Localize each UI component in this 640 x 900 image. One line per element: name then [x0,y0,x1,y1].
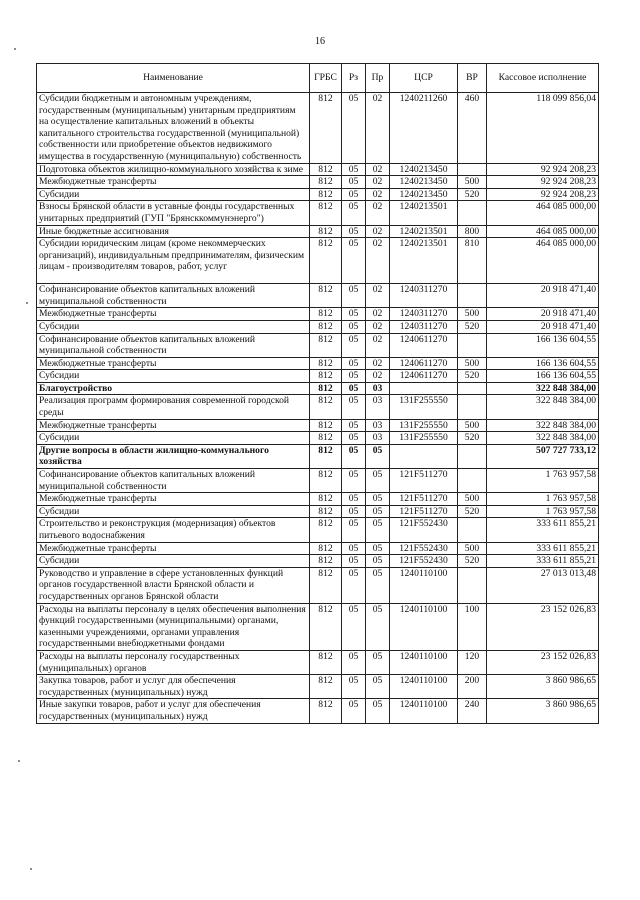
header-csr: ЦСР [390,64,458,93]
cell-name: Софинансирование объектов капитальных вложений муниципальной собственности [37,333,310,357]
table-row [37,469,599,493]
cell-csr: 1240211260 [390,93,458,164]
table-header-row [37,64,599,93]
table-row [37,603,599,650]
cell-csr: 1240611270 [390,357,458,370]
cell-amount: 27 013 013,48 [487,567,599,603]
cell-grbs: 812 [310,370,342,383]
cell-pr: 05 [366,555,390,568]
table-row [37,493,599,506]
table-row [37,284,599,308]
cell-pr: 05 [366,567,390,603]
table-row [37,176,599,189]
cell-vr [458,201,487,225]
cell-csr: 121F511270 [390,493,458,506]
cell-vr: 200 [458,675,487,699]
cell-vr: 240 [458,699,487,723]
cell-csr: 131F255550 [390,432,458,445]
cell-vr [458,518,487,542]
table-row [37,308,599,321]
header-amount: Кассовое исполнение [487,64,599,93]
cell-vr: 810 [458,238,487,284]
cell-name: Руководство и управление в сфере установленных функций органов государственной власти Брянской области и государственных органов Брянской области [37,567,310,603]
cell-vr: 500 [458,176,487,189]
cell-rz: 05 [342,699,366,723]
cell-name: Межбюджетные трансферты [37,308,310,321]
cell-grbs: 812 [310,201,342,225]
cell-pr: 05 [366,650,390,674]
cell-grbs: 812 [310,382,342,395]
cell-name: Субсидии [37,320,310,333]
cell-csr: 1240611270 [390,333,458,357]
cell-name: Субсидии [37,188,310,201]
cell-grbs: 812 [310,238,342,284]
cell-vr [458,333,487,357]
cell-rz: 05 [342,370,366,383]
cell-grbs: 812 [310,555,342,568]
cell-pr: 02 [366,284,390,308]
cell-grbs: 812 [310,567,342,603]
cell-rz: 05 [342,357,366,370]
cell-csr: 1240311270 [390,284,458,308]
cell-amount: 3 860 986,65 [487,675,599,699]
cell-grbs: 812 [310,284,342,308]
cell-pr: 05 [366,518,390,542]
cell-csr: 121F511270 [390,469,458,493]
table-row [37,567,599,603]
cell-csr: 1240110100 [390,603,458,650]
cell-pr: 05 [366,699,390,723]
cell-grbs: 812 [310,357,342,370]
cell-amount: 20 918 471,40 [487,284,599,308]
cell-name: Взносы Брянской области в уставные фонды государственных унитарных предприятий (ГУП "Брянсккоммунэнерго") [37,201,310,225]
cell-name: Иные закупки товаров, работ и услуг для обеспечения государственных (муниципальных) нужд [37,699,310,723]
cell-amount: 166 136 604,55 [487,370,599,383]
scan-speck [30,868,32,870]
cell-rz: 05 [342,93,366,164]
cell-name: Субсидии [37,432,310,445]
cell-vr: 500 [458,308,487,321]
cell-pr: 02 [366,176,390,189]
cell-rz: 05 [342,555,366,568]
cell-amount: 23 152 026,83 [487,603,599,650]
cell-vr: 520 [458,505,487,518]
cell-grbs: 812 [310,225,342,238]
cell-csr: 121F511270 [390,505,458,518]
cell-pr: 02 [366,225,390,238]
page-number: 16 [315,36,325,47]
table-row [37,699,599,723]
table-row [37,320,599,333]
cell-amount: 333 611 855,21 [487,518,599,542]
cell-grbs: 812 [310,493,342,506]
cell-amount: 92 924 208,23 [487,176,599,189]
cell-amount: 92 924 208,23 [487,188,599,201]
cell-vr [458,284,487,308]
cell-csr: 1240110100 [390,567,458,603]
cell-grbs: 812 [310,603,342,650]
cell-pr: 05 [366,542,390,555]
cell-name: Строительство и реконструкция (модернизация) объектов питьевого водоснабжения [37,518,310,542]
table-row [37,370,599,383]
scan-speck [18,760,20,762]
cell-amount: 166 136 604,55 [487,333,599,357]
table-row [37,444,599,468]
cell-amount: 1 763 957,58 [487,505,599,518]
cell-amount: 464 085 000,00 [487,238,599,284]
cell-grbs: 812 [310,163,342,176]
cell-grbs: 812 [310,333,342,357]
cell-rz: 05 [342,432,366,445]
table-row [37,555,599,568]
cell-vr: 520 [458,370,487,383]
cell-amount: 464 085 000,00 [487,201,599,225]
table-row [37,382,599,395]
cell-vr [458,163,487,176]
cell-vr: 500 [458,493,487,506]
cell-pr: 03 [366,395,390,419]
cell-vr: 520 [458,555,487,568]
cell-pr: 02 [366,238,390,284]
cell-pr: 05 [366,505,390,518]
cell-name: Благоустройство [37,382,310,395]
cell-vr [458,567,487,603]
cell-vr: 500 [458,419,487,432]
cell-vr: 520 [458,188,487,201]
cell-grbs: 812 [310,444,342,468]
cell-vr: 520 [458,320,487,333]
cell-csr: 131F255550 [390,395,458,419]
cell-pr: 05 [366,603,390,650]
cell-grbs: 812 [310,432,342,445]
cell-rz: 05 [342,201,366,225]
cell-amount: 92 924 208,23 [487,163,599,176]
table-row [37,650,599,674]
cell-amount: 333 611 855,21 [487,542,599,555]
cell-csr: 1240213450 [390,176,458,189]
cell-csr [390,444,458,468]
cell-csr: 1240110100 [390,675,458,699]
cell-csr: 1240311270 [390,308,458,321]
cell-csr [390,382,458,395]
cell-name: Иные бюджетные ассигнования [37,225,310,238]
cell-amount: 23 152 026,83 [487,650,599,674]
cell-name: Софинансирование объектов капитальных вложений муниципальной собственности [37,469,310,493]
cell-grbs: 812 [310,320,342,333]
cell-csr: 1240611270 [390,370,458,383]
cell-grbs: 812 [310,188,342,201]
cell-rz: 05 [342,238,366,284]
cell-rz: 05 [342,444,366,468]
cell-rz: 05 [342,284,366,308]
cell-grbs: 812 [310,505,342,518]
header-pr: Пр [366,64,390,93]
cell-rz: 05 [342,542,366,555]
cell-rz: 05 [342,225,366,238]
table-row [37,675,599,699]
cell-vr: 100 [458,603,487,650]
cell-grbs: 812 [310,176,342,189]
cell-rz: 05 [342,675,366,699]
cell-name: Другие вопросы в области жилищно-коммунального хозяйства [37,444,310,468]
cell-amount: 3 860 986,65 [487,699,599,723]
header-grbs: ГРБС [310,64,342,93]
table-row [37,225,599,238]
cell-amount: 322 848 384,00 [487,395,599,419]
cell-name: Софинансирование объектов капитальных вложений муниципальной собственности [37,284,310,308]
table-row [37,201,599,225]
cell-grbs: 812 [310,308,342,321]
scan-speck [14,48,16,50]
cell-amount: 1 763 957,58 [487,493,599,506]
cell-csr: 131F255550 [390,419,458,432]
table-row [37,333,599,357]
cell-rz: 05 [342,333,366,357]
table-row [37,432,599,445]
budget-table [36,63,599,724]
cell-rz: 05 [342,419,366,432]
cell-grbs: 812 [310,675,342,699]
table-row [37,505,599,518]
cell-amount: 507 727 733,12 [487,444,599,468]
cell-csr: 1240110100 [390,650,458,674]
cell-vr [458,469,487,493]
cell-pr: 03 [366,432,390,445]
cell-pr: 02 [366,308,390,321]
table-row [37,419,599,432]
cell-rz: 05 [342,176,366,189]
cell-pr: 02 [366,370,390,383]
cell-pr: 02 [366,201,390,225]
cell-rz: 05 [342,518,366,542]
cell-rz: 05 [342,320,366,333]
cell-name: Субсидии юридическим лицам (кроме некоммерческих организаций), индивидуальным предпринимателям, физическим лицам - производителям товаров, работ, услуг [37,238,310,284]
cell-pr: 02 [366,320,390,333]
cell-amount: 20 918 471,40 [487,308,599,321]
cell-vr [458,444,487,468]
cell-csr: 1240213450 [390,188,458,201]
cell-pr: 02 [366,333,390,357]
cell-csr: 1240311270 [390,320,458,333]
cell-csr: 1240110100 [390,699,458,723]
cell-amount: 322 848 384,00 [487,382,599,395]
cell-csr: 121F552430 [390,518,458,542]
cell-amount: 322 848 384,00 [487,419,599,432]
cell-name: Межбюджетные трансферты [37,419,310,432]
cell-grbs: 812 [310,518,342,542]
cell-pr: 03 [366,382,390,395]
header-vr: ВР [458,64,487,93]
table-row [37,357,599,370]
cell-amount: 464 085 000,00 [487,225,599,238]
cell-grbs: 812 [310,699,342,723]
cell-grbs: 812 [310,93,342,164]
cell-grbs: 812 [310,650,342,674]
cell-csr: 1240213450 [390,163,458,176]
cell-csr: 1240213501 [390,201,458,225]
cell-name: Межбюджетные трансферты [37,542,310,555]
cell-vr: 800 [458,225,487,238]
scan-speck [26,302,28,304]
table-row [37,518,599,542]
cell-pr: 03 [366,419,390,432]
cell-amount: 20 918 471,40 [487,320,599,333]
header-name: Наименование [37,64,310,93]
cell-csr: 1240213501 [390,238,458,284]
cell-name: Межбюджетные трансферты [37,176,310,189]
cell-name: Субсидии [37,555,310,568]
cell-name: Расходы на выплаты персоналу государственных (муниципальных) органов [37,650,310,674]
cell-name: Субсидии бюджетным и автономным учреждениям, государственным (муниципальным) унитарным предприятиям на осуществление капитальных вложений в объекты капитального строительства государственной (муниципальной) собственности или приобретение объектов недвижимого имущества в государственную (муниципальную) собственность [37,93,310,164]
cell-csr: 121F552430 [390,542,458,555]
table-row [37,188,599,201]
cell-pr: 05 [366,444,390,468]
cell-amount: 1 763 957,58 [487,469,599,493]
cell-csr: 1240213501 [390,225,458,238]
header-rz: Рз [342,64,366,93]
cell-rz: 05 [342,188,366,201]
cell-vr: 460 [458,93,487,164]
cell-grbs: 812 [310,395,342,419]
cell-name: Субсидии [37,505,310,518]
cell-vr: 500 [458,357,487,370]
cell-pr: 02 [366,93,390,164]
cell-name: Подготовка объектов жилищно-коммунального хозяйства к зиме [37,163,310,176]
cell-grbs: 812 [310,469,342,493]
cell-rz: 05 [342,469,366,493]
table-row [37,93,599,164]
table-row [37,238,599,284]
cell-name: Реализация программ формирования современной городской среды [37,395,310,419]
table-row [37,395,599,419]
cell-amount: 333 611 855,21 [487,555,599,568]
cell-pr: 02 [366,188,390,201]
cell-rz: 05 [342,382,366,395]
cell-rz: 05 [342,308,366,321]
cell-rz: 05 [342,650,366,674]
cell-pr: 05 [366,469,390,493]
cell-rz: 05 [342,395,366,419]
cell-rz: 05 [342,603,366,650]
cell-name: Межбюджетные трансферты [37,357,310,370]
cell-vr [458,382,487,395]
cell-vr [458,395,487,419]
cell-name: Закупка товаров, работ и услуг для обеспечения государственных (муниципальных) нужд [37,675,310,699]
cell-pr: 02 [366,163,390,176]
cell-vr: 520 [458,432,487,445]
cell-rz: 05 [342,163,366,176]
table-row [37,163,599,176]
cell-grbs: 812 [310,419,342,432]
cell-amount: 118 099 856,04 [487,93,599,164]
cell-pr: 02 [366,357,390,370]
table-row [37,542,599,555]
cell-pr: 05 [366,493,390,506]
cell-rz: 05 [342,567,366,603]
cell-vr: 120 [458,650,487,674]
cell-name: Субсидии [37,370,310,383]
cell-grbs: 812 [310,542,342,555]
cell-name: Расходы на выплаты персоналу в целях обеспечения выполнения функций государственными (муниципальными) органами, казенными учреждениями, органами управления государственными внебюджетными фондами [37,603,310,650]
cell-name: Межбюджетные трансферты [37,493,310,506]
cell-csr: 121F552430 [390,555,458,568]
cell-amount: 322 848 384,00 [487,432,599,445]
cell-amount: 166 136 604,55 [487,357,599,370]
cell-rz: 05 [342,505,366,518]
cell-pr: 05 [366,675,390,699]
cell-vr: 500 [458,542,487,555]
cell-rz: 05 [342,493,366,506]
